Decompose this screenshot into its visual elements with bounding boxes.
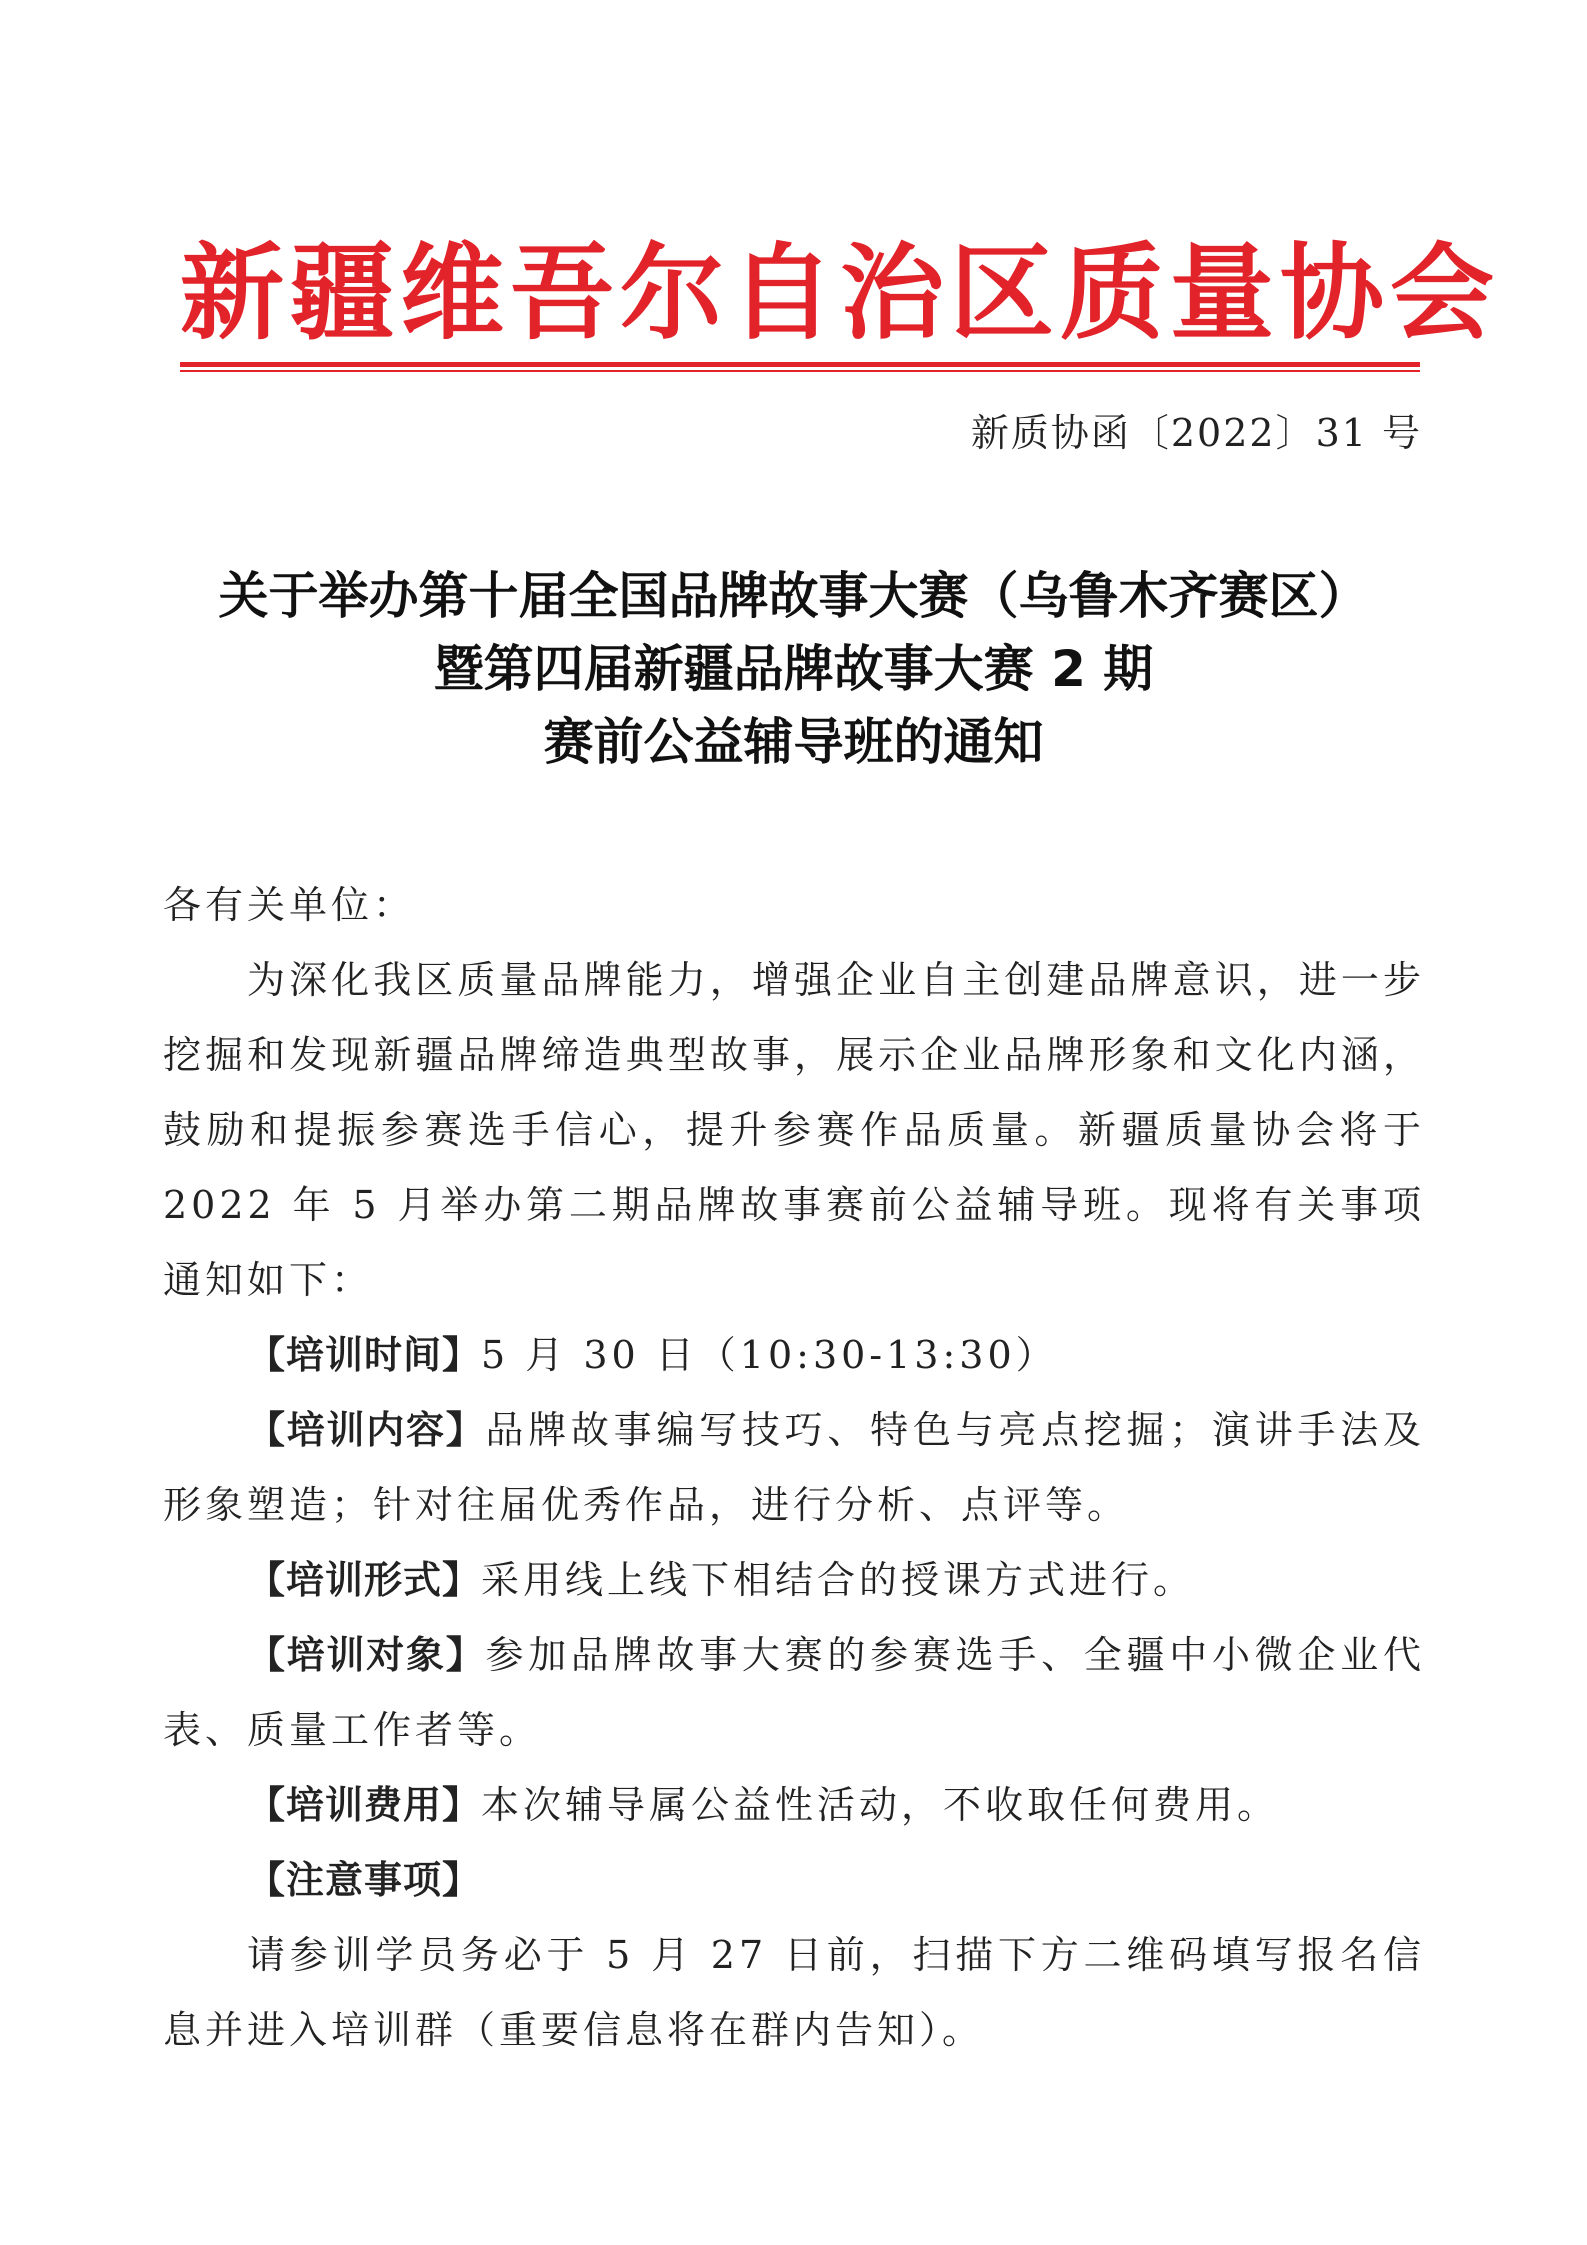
training-form-label: 【培训形式】: [247, 1558, 482, 1602]
title-line-2: 暨第四届新疆品牌故事大赛 2 期: [433, 640, 1154, 698]
title-line-3: 赛前公益辅导班的通知: [543, 713, 1044, 771]
training-time-paragraph: [163, 1318, 1425, 1393]
training-content-paragraph: [163, 1393, 1425, 1543]
notice-title: [150, 560, 1437, 779]
training-target-paragraph: [163, 1618, 1425, 1768]
training-content-label: 【培训内容】: [247, 1408, 486, 1452]
intro-paragraph: 为深化我区质量品牌能力，增强企业自主创建品牌意识，进一步挖掘和发现新疆品牌缔造典型故事，展示企业品牌形象和文化内涵，鼓励和提振参赛选手信心，提升参赛作品质量。新疆质量协会将于 2022 年 5 月举办第二期品牌故事赛前公益辅导班。现将有关事项通知如下：: [163, 958, 1425, 1302]
letterhead-org-name: 新疆维吾尔自治区质量协会: [180, 232, 1501, 354]
training-fee-paragraph: [163, 1768, 1425, 1843]
training-time-value: 5 月 30 日（10:30-13:30）: [481, 1333, 1058, 1377]
training-form-value: 采用线上线下相结合的授课方式进行。: [481, 1558, 1196, 1602]
training-fee-label: 【培训费用】: [247, 1783, 482, 1827]
training-content-value: 品牌故事编写技巧、特色与亮点挖掘；演讲手法及形象塑造；针对往届优秀作品，进行分析、点评等。: [163, 1408, 1425, 1527]
training-time-label: 【培训时间】: [247, 1333, 482, 1377]
salutation: 各有关单位：: [163, 883, 416, 927]
training-fee-value: 本次辅导属公益性活动，不收取任何费用。: [481, 1783, 1280, 1827]
letterhead-red-rule: [180, 362, 1420, 367]
notice-body: [163, 868, 1425, 2068]
notes-paragraph: 请参训学员务必于 5 月 27 日前，扫描下方二维码填写报名信息并进入培训群（重要信息将在群内告知）。: [163, 1933, 1425, 2052]
training-form-paragraph: [163, 1543, 1425, 1618]
training-target-label: 【培训对象】: [247, 1633, 486, 1677]
letterhead-red-rule-thin: [180, 370, 1420, 372]
title-line-1: 关于举办第十届全国品牌故事大赛（乌鲁木齐赛区）: [218, 567, 1369, 625]
training-target-value: 参加品牌故事大赛的参赛选手、全疆中小微企业代表、质量工作者等。: [163, 1633, 1425, 1752]
notes-heading-paragraph: [163, 1843, 1425, 1918]
document-number: 新质协函〔2022〕31 号: [970, 411, 1422, 455]
notes-label: 【注意事项】: [247, 1858, 482, 1902]
